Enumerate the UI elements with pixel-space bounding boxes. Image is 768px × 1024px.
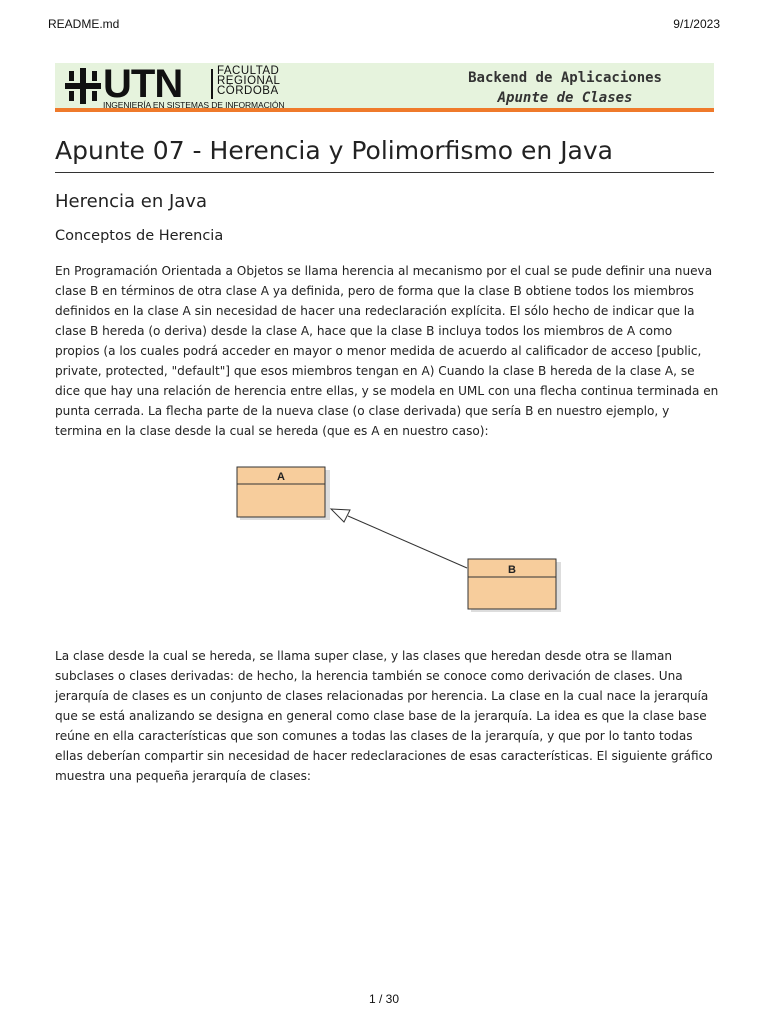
paragraph: La clase desde la cual se hereda, se llama super clase, y las clases que heredan desde otra se llaman subclases o clases derivadas: de hecho, la herencia también se conoce como derivación de clases. Una jerarquía de clases es un conjunto de clases relacionadas por herencia. La clase en la cual nace la jerarquía que se está analizando se designa en general como clase base de la jerarquía. La idea es que la clase base reúne en ella características que son comunes a todas las clases de la jerarquía, y que por lo tanto todas ellas deberían compartir sin necesidad de hacer redeclaraciones de esas características. El siguiente gráfico muestra una pequeña jerarquía de clases: xyxy=(55,649,713,783)
banner-title-block xyxy=(468,68,662,108)
inheritance-arrowhead-icon xyxy=(331,509,350,522)
utn-logo xyxy=(65,62,305,110)
logo-faculty-line: CÓRDOBA xyxy=(217,85,279,97)
logo-faculty-text xyxy=(217,66,280,96)
paragraph: En Programación Orientada a Objetos se llama herencia al mecanismo por el cual se pude definir una nueva clase B en términos de otra clase A ya definida, pero de forma que la clase B obtiene todos los miembros definidos en la clase A sin necesidad de hacer una redeclaración explícita. El sólo hecho de indicar que la clase B hereda (o deriva) desde la clase A, hace que la clase B incluya todos los miembros de A como propios (a los cuales podrá acceder en mayor o menor medida de acuerdo al calificador de acceso [public, private, protected, "default"] que esos miembros tengan en A) Cuando la clase B hereda de la clase A, se dice que hay una relación de herencia entre ellas, y se modela en UML con una flecha continua terminada en punta cerrada. La flecha parte de la nueva clase (o clase derivada) que sería B en nuestro ejemplo, y termina en la clase desde la cual se hereda (que es A en nuestro caso): xyxy=(55,264,719,438)
uml-class-a xyxy=(237,467,330,520)
print-filename: README.md xyxy=(48,17,120,31)
print-date: 9/1/2023 xyxy=(673,17,720,31)
logo-subtitle: INGENIERÍA EN SISTEMAS DE INFORMACIÓN xyxy=(103,100,285,110)
subsection-heading: Conceptos de Herencia xyxy=(55,228,224,244)
page-number: 1 / 30 xyxy=(368,992,400,1006)
course-banner xyxy=(55,63,714,112)
document-title: Apunte 07 - Herencia y Polimorfismo en Java xyxy=(55,134,714,173)
print-header xyxy=(0,17,768,33)
uml-class-b xyxy=(468,559,561,612)
uml-class-b-name: B xyxy=(508,564,516,576)
banner-title: Backend de Aplicaciones xyxy=(468,70,662,86)
uml-inheritance-diagram xyxy=(230,460,570,620)
logo-faculty-line: REGIONAL xyxy=(217,75,281,87)
section-heading: Herencia en Java xyxy=(55,191,207,212)
inheritance-line xyxy=(348,516,467,568)
banner-subtitle: Apunte de Clases xyxy=(497,90,633,106)
logo-utn-text: UTN xyxy=(103,62,183,106)
logo-divider xyxy=(211,69,213,99)
utn-emblem-icon xyxy=(65,68,101,104)
uml-class-a-name: A xyxy=(277,471,285,483)
logo-faculty-line: FACULTAD xyxy=(217,65,280,77)
